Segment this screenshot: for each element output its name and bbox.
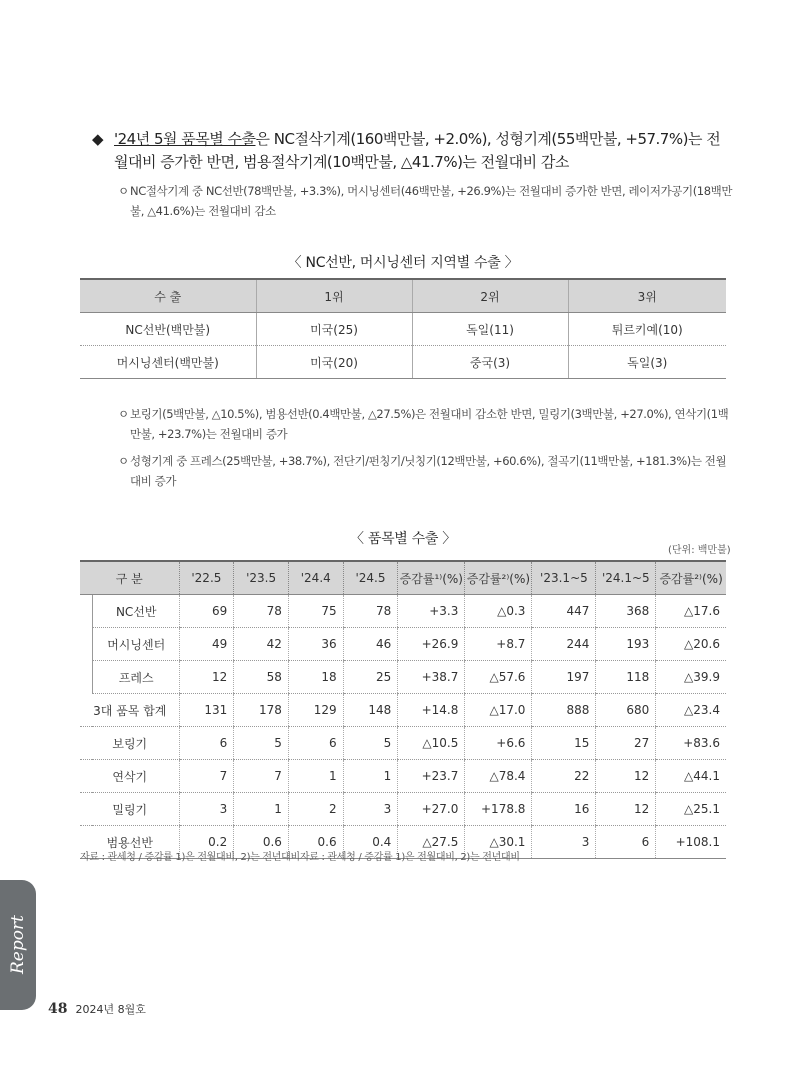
cell: △20.6 — [656, 628, 726, 661]
table-header-row — [80, 561, 726, 595]
table-row — [80, 694, 726, 727]
cell: 78 — [343, 595, 398, 628]
cell: 15 — [532, 727, 596, 760]
cell: +23.7 — [398, 760, 465, 793]
report-side-tab — [0, 880, 36, 1010]
cell: 193 — [596, 628, 656, 661]
col-header: 수 출 — [80, 279, 256, 313]
col-header: 1위 — [256, 279, 412, 313]
row-label: 밀링기 — [80, 793, 179, 826]
cell: 독일(11) — [412, 313, 568, 346]
col-header: '24.4 — [288, 561, 343, 595]
sub-bullet — [118, 181, 736, 221]
row-label: 보링기 — [80, 727, 179, 760]
col-header: '23.1~5 — [532, 561, 596, 595]
table-row — [80, 628, 726, 661]
table-row — [80, 346, 726, 379]
cell: 27 — [596, 727, 656, 760]
cell: NC선반(백만불) — [80, 313, 256, 346]
cell: 888 — [532, 694, 596, 727]
cell: △27.5 — [398, 826, 465, 859]
cell: 3 — [532, 826, 596, 859]
cell: △0.3 — [465, 595, 532, 628]
cell: 12 — [596, 760, 656, 793]
col-header: '22.5 — [179, 561, 234, 595]
circle-bullet-icon: ㅇ — [118, 454, 129, 468]
table-row — [80, 661, 726, 694]
cell: 178 — [234, 694, 289, 727]
main-bullet-heading: '24년 5월 품목별 수출 — [114, 130, 256, 148]
row-label: 3대 품목 합계 — [80, 694, 179, 727]
cell: 미국(25) — [256, 313, 412, 346]
cell: △57.6 — [465, 661, 532, 694]
cell: +26.9 — [398, 628, 465, 661]
sub-bullet-text: 성형기계 중 프레스(25백만불, +38.7%), 전단기/펀칭기/닛칭기(12백만불, +60.6%), 절곡기(11백만불, +181.3%)는 전월대비 증가 — [130, 454, 727, 488]
main-bullet-text: 은 NC절삭기계(160백만불, +2.0%), 성형기계(55백만불, +57.7%)는 전월대비 증가한 반면, 범용절삭기계(10백만불, △41.7%)는 전월대비 감소 — [114, 130, 721, 171]
cell: 75 — [288, 595, 343, 628]
col-header: 증감률¹⁾(%) — [398, 561, 465, 595]
issue-label: 2024년 8월호 — [75, 1003, 146, 1016]
cell: +27.0 — [398, 793, 465, 826]
cell: 3 — [179, 793, 234, 826]
cell: 7 — [234, 760, 289, 793]
row-label: 머시닝센터 — [92, 628, 179, 661]
diamond-bullet-icon: ◆ — [92, 130, 104, 148]
cell: 머시닝센터(백만불) — [80, 346, 256, 379]
cell: 42 — [234, 628, 289, 661]
cell: 18 — [288, 661, 343, 694]
cell: +14.8 — [398, 694, 465, 727]
cell: +178.8 — [465, 793, 532, 826]
cell: △39.9 — [656, 661, 726, 694]
item-export-table — [80, 560, 726, 859]
main-bullet — [92, 128, 732, 174]
cell: 148 — [343, 694, 398, 727]
col-header: 증감률²⁾(%) — [656, 561, 726, 595]
table-row — [80, 760, 726, 793]
sub-bullet-text: 보링기(5백만불, △10.5%), 범용선반(0.4백만불, △27.5%)은 전월대비 감소한 반면, 밀링기(3백만불, +27.0%), 연삭기(1백만불, +23.7%)는 전월대비 증가 — [130, 407, 729, 441]
table-row — [80, 793, 726, 826]
region-export-table — [80, 278, 726, 379]
cell: +6.6 — [465, 727, 532, 760]
cell: +8.7 — [465, 628, 532, 661]
cell: △25.1 — [656, 793, 726, 826]
cell: 2 — [288, 793, 343, 826]
cell: +83.6 — [656, 727, 726, 760]
cell: +38.7 — [398, 661, 465, 694]
cell: △44.1 — [656, 760, 726, 793]
cell: 16 — [532, 793, 596, 826]
col-header: 구 분 — [80, 561, 179, 595]
cell: 5 — [343, 727, 398, 760]
circle-bullet-icon: ㅇ — [118, 184, 129, 198]
cell: +3.3 — [398, 595, 465, 628]
cell: 0.2 — [179, 826, 234, 859]
cell: 튀르키예(10) — [568, 313, 726, 346]
row-label: 프레스 — [92, 661, 179, 694]
cell: △78.4 — [465, 760, 532, 793]
cell: 58 — [234, 661, 289, 694]
cell: 7 — [179, 760, 234, 793]
cell: +108.1 — [656, 826, 726, 859]
col-header: 3위 — [568, 279, 726, 313]
cell: 368 — [596, 595, 656, 628]
cell: 12 — [179, 661, 234, 694]
cell: 미국(20) — [256, 346, 412, 379]
cell: 680 — [596, 694, 656, 727]
cell: 1 — [234, 793, 289, 826]
col-header: 증감률²⁾(%) — [465, 561, 532, 595]
cell: 131 — [179, 694, 234, 727]
col-header: '24.1~5 — [596, 561, 656, 595]
col-header: '23.5 — [234, 561, 289, 595]
cell: 197 — [532, 661, 596, 694]
page-number: 48 — [48, 1001, 68, 1017]
cell: 25 — [343, 661, 398, 694]
cell: 중국(3) — [412, 346, 568, 379]
table2-title: 〈 품목별 수출 〉 — [350, 531, 456, 547]
cell: 46 — [343, 628, 398, 661]
cell: 12 — [596, 793, 656, 826]
cell: 244 — [532, 628, 596, 661]
cell: 6 — [179, 727, 234, 760]
row-label: 범용선반 — [80, 826, 179, 859]
cell: 78 — [234, 595, 289, 628]
table-row — [80, 595, 726, 628]
cell: 22 — [532, 760, 596, 793]
cell: 1 — [288, 760, 343, 793]
cell: 3 — [343, 793, 398, 826]
footer — [48, 1001, 146, 1017]
sub-bullet — [118, 451, 736, 491]
cell: 49 — [179, 628, 234, 661]
side-tab-label: Report — [8, 915, 28, 974]
row-label: NC선반 — [92, 595, 179, 628]
cell: 6 — [596, 826, 656, 859]
table-row — [80, 313, 726, 346]
col-header: 2위 — [412, 279, 568, 313]
cell: 0.6 — [234, 826, 289, 859]
cell: 118 — [596, 661, 656, 694]
cell: △30.1 — [465, 826, 532, 859]
source-note: 자료 : 관세청 / 증감률 1)은 전월대비, 2)는 전년대비자료 : 관세청 / 증감률 1)은 전월대비, 2)는 전년대비 — [80, 852, 520, 863]
cell: △23.4 — [656, 694, 726, 727]
cell: △10.5 — [398, 727, 465, 760]
cell: 0.4 — [343, 826, 398, 859]
table1-title: 〈 NC선반, 머시닝센터 지역별 수출 〉 — [287, 255, 519, 271]
table-header-row — [80, 279, 726, 313]
sub-bullet-text: NC절삭기계 중 NC선반(78백만불, +3.3%), 머시닝센터(46백만불, +26.9%)는 전월대비 증가한 반면, 레이저가공기(18백만불, △41.6%)는 전월대비 감소 — [130, 184, 733, 218]
cell: 독일(3) — [568, 346, 726, 379]
cell: 0.6 — [288, 826, 343, 859]
circle-bullet-icon: ㅇ — [118, 407, 129, 421]
cell: 6 — [288, 727, 343, 760]
cell: 447 — [532, 595, 596, 628]
cell: △17.6 — [656, 595, 726, 628]
unit-label: (단위: 백만불) — [668, 545, 731, 556]
row-label: 연삭기 — [80, 760, 179, 793]
cell: 69 — [179, 595, 234, 628]
cell: 1 — [343, 760, 398, 793]
cell: 36 — [288, 628, 343, 661]
cell: △17.0 — [465, 694, 532, 727]
table-row — [80, 727, 726, 760]
cell: 5 — [234, 727, 289, 760]
cell: 129 — [288, 694, 343, 727]
sub-bullet — [118, 404, 736, 444]
col-header: '24.5 — [343, 561, 398, 595]
